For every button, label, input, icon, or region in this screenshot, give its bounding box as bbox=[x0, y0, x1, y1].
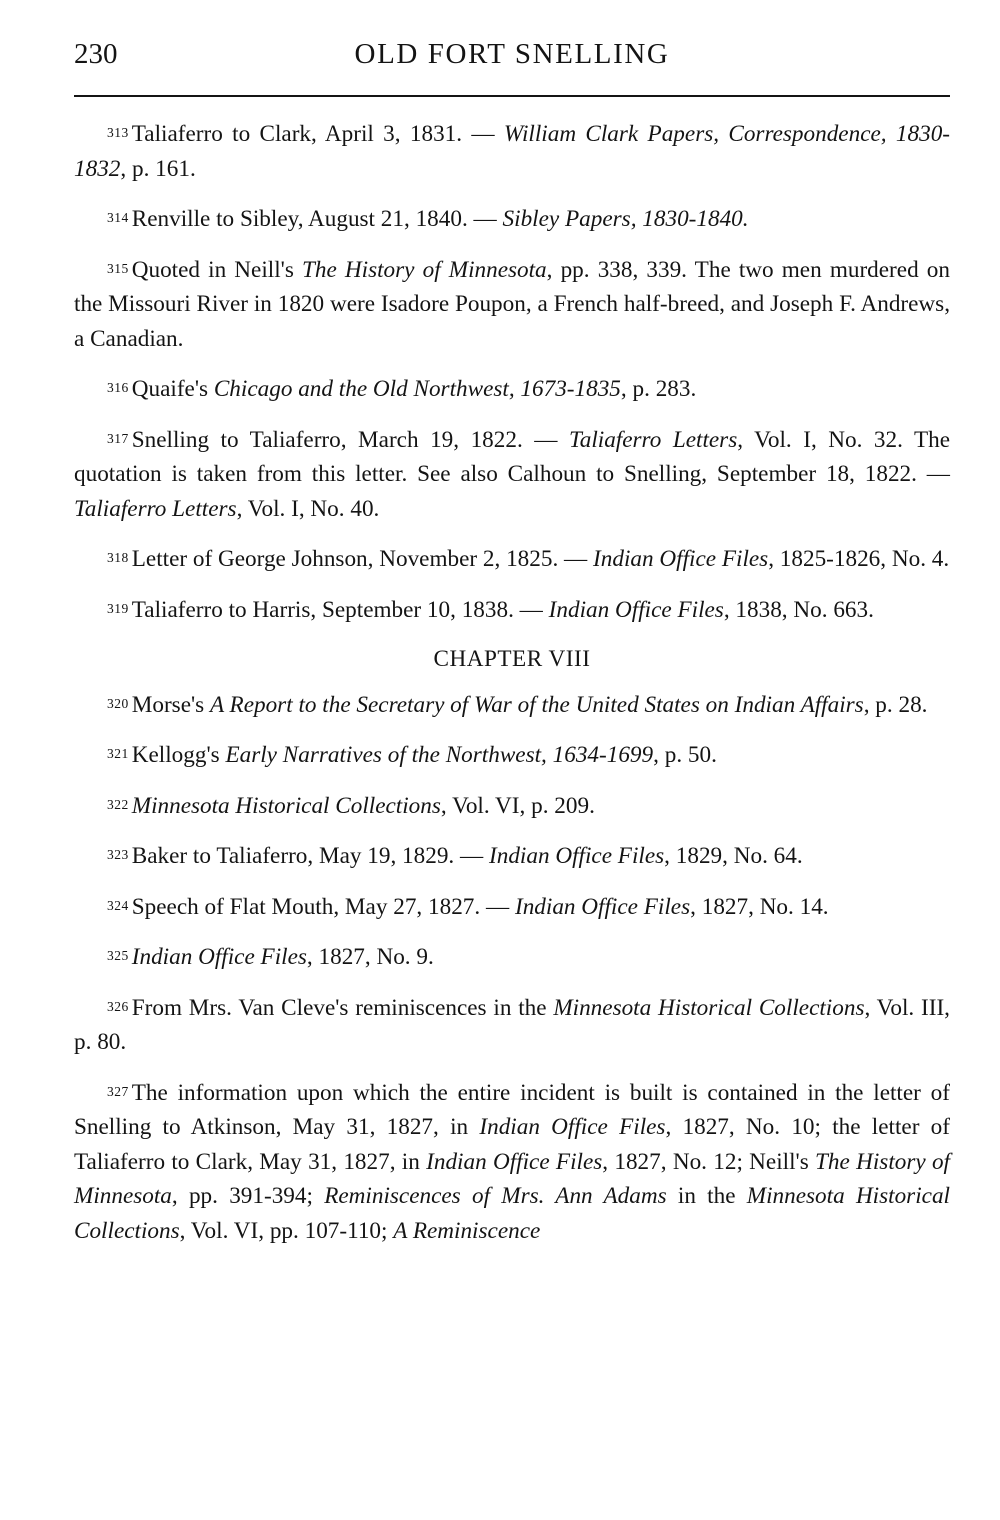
footnote-number: 319 bbox=[107, 600, 129, 616]
footnote-text: in the bbox=[666, 1183, 747, 1209]
footnote-title-italic: William Clark Papers, Correspondence, 1830-1832 bbox=[74, 121, 951, 182]
footnote-title-italic: The History of Minnesota bbox=[302, 256, 547, 283]
footnote-number: 315 bbox=[107, 260, 129, 276]
footnote-number: 327 bbox=[107, 1083, 129, 1099]
footnote-text: , 1827, No. 9. bbox=[306, 944, 434, 970]
footnote-number: 325 bbox=[107, 948, 129, 963]
footnote-number: 313 bbox=[107, 125, 129, 140]
footnote-327 bbox=[74, 1075, 950, 1249]
footnote-title-italic: Indian Office Files bbox=[426, 1148, 603, 1175]
footnote-325 bbox=[74, 939, 950, 975]
footnote-number: 317 bbox=[107, 430, 129, 446]
footnote-title-italic: Indian Office Files bbox=[131, 944, 307, 970]
footnote-316 bbox=[74, 371, 950, 407]
footnote-text: Quoted in Neill's bbox=[131, 256, 302, 283]
footnote-text: , p. 28. bbox=[863, 691, 928, 718]
footnote-text: , Vol. I, No. 32. The quotation is taken from this letter. See also Calhoun to Snelling, September 18, 1822. — bbox=[74, 426, 951, 487]
footnote-324 bbox=[74, 889, 950, 925]
footnote-title-italic: Early Narratives of the Northwest, 1634-1699 bbox=[225, 742, 654, 768]
footnote-text: Snelling to Taliaferro, March 19, 1822. — bbox=[131, 426, 569, 453]
footnote-322 bbox=[74, 788, 950, 824]
footnote-text: , Vol. VI, p. 209. bbox=[440, 792, 595, 819]
header-rule bbox=[74, 95, 950, 97]
footnote-text: The information upon which the entire incident is built is contained in the letter of Snelling to Atkinson, May 31, 1827, in bbox=[74, 1079, 950, 1140]
footnote-text: Taliaferro to Harris, September 10, 1838. — bbox=[131, 596, 549, 623]
footnote-number: 326 bbox=[107, 998, 129, 1014]
footnote-text: , pp. 338, 339. The two men murdered on the Missouri River in 1820 were Isadore Poupon, a French half-breed, and Joseph F. Andrews, a Canadian. bbox=[74, 256, 950, 352]
footnote-title-italic: Indian Office Files bbox=[548, 596, 724, 623]
footnote-number: 321 bbox=[107, 746, 129, 761]
footnote-text: , pp. 391-394; bbox=[171, 1183, 325, 1209]
footnote-text: Renville to Sibley, August 21, 1840. — bbox=[131, 206, 503, 232]
footnote-326 bbox=[74, 990, 950, 1060]
footnote-text: Taliaferro to Clark, April 3, 1831. — bbox=[131, 121, 504, 147]
footnote-number: 320 bbox=[107, 695, 129, 711]
footnote-text: Letter of George Johnson, November 2, 1825. — bbox=[131, 546, 594, 572]
footnote-text: , p. 50. bbox=[653, 742, 717, 768]
footnote-323 bbox=[74, 838, 950, 874]
footnote-text: , Vol. I, No. 40. bbox=[236, 495, 380, 522]
footnote-number: 324 bbox=[107, 897, 129, 913]
footnote-321 bbox=[74, 737, 950, 773]
footnote-title-italic: Indian Office Files bbox=[479, 1114, 666, 1140]
footnote-313 bbox=[74, 116, 950, 186]
footnotes-group-before-chapter bbox=[74, 116, 950, 627]
running-title: OLD FORT SNELLING bbox=[354, 38, 670, 70]
footnote-315 bbox=[74, 252, 950, 357]
footnote-title-italic: Reminiscences of Mrs. Ann Adams bbox=[324, 1183, 667, 1209]
footnote-title-italic: Indian Office Files bbox=[593, 546, 769, 572]
footnote-text: , 1827, No. 14. bbox=[690, 893, 829, 920]
footnote-title-italic: Minnesota Historical Collections bbox=[74, 1183, 950, 1244]
footnote-319 bbox=[74, 592, 950, 628]
footnote-text: , 1829, No. 64. bbox=[664, 843, 803, 869]
footnote-title-italic: The History of Minnesota bbox=[74, 1148, 950, 1209]
footnote-318 bbox=[74, 541, 950, 577]
footnote-text: Baker to Taliaferro, May 19, 1829. — bbox=[131, 843, 490, 869]
footnote-320 bbox=[74, 687, 950, 723]
footnote-number: 316 bbox=[107, 380, 129, 395]
footnote-title-italic: Indian Office Files bbox=[514, 893, 691, 920]
footnote-title-italic: Chicago and the Old Northwest, 1673-1835 bbox=[213, 376, 621, 402]
footnote-314 bbox=[74, 201, 950, 237]
page-header bbox=[74, 38, 950, 90]
footnote-number: 318 bbox=[107, 550, 129, 565]
footnote-text: Kellogg's bbox=[131, 742, 226, 768]
footnote-number: 314 bbox=[107, 210, 129, 225]
footnote-title-italic: Minnesota Historical Collections bbox=[553, 994, 865, 1021]
footnote-text: Morse's bbox=[131, 691, 210, 718]
footnote-text: , 1827, No. 12; Neill's bbox=[602, 1148, 816, 1175]
footnote-317 bbox=[74, 422, 950, 527]
footnote-title-italic: Minnesota Historical Collections bbox=[131, 792, 441, 819]
footnote-number: 323 bbox=[107, 847, 129, 862]
footnote-text: , p. 283. bbox=[620, 376, 697, 402]
footnote-text: Quaife's bbox=[131, 376, 214, 402]
footnotes-group-after-chapter bbox=[74, 687, 950, 1249]
footnote-text: , 1825-1826, No. 4. bbox=[768, 546, 950, 572]
footnotes bbox=[74, 116, 950, 1263]
footnote-title-italic: A Reminiscence bbox=[393, 1217, 541, 1244]
footnote-title-italic: Taliaferro Letters bbox=[74, 495, 237, 522]
page-number: 230 bbox=[74, 38, 118, 70]
footnote-text: From Mrs. Van Cleve's reminiscences in the bbox=[131, 994, 554, 1021]
footnote-title-italic: Indian Office Files bbox=[489, 843, 665, 869]
footnote-text: Speech of Flat Mouth, May 27, 1827. — bbox=[131, 893, 515, 920]
footnote-text: , p. 161. bbox=[120, 155, 196, 182]
footnote-title-italic: Taliaferro Letters bbox=[568, 426, 738, 453]
footnote-number: 322 bbox=[107, 796, 129, 812]
footnote-title-italic: Sibley Papers, 1830-1840. bbox=[502, 206, 749, 232]
footnote-text: , 1827, No. 10; the letter of Taliaferro to Clark, May 31, 1827, in bbox=[74, 1114, 950, 1175]
footnote-text: , Vol. VI, pp. 107-110; bbox=[179, 1217, 394, 1244]
footnote-title-italic: A Report to the Secretary of War of the United States on Indian Affairs bbox=[210, 691, 864, 718]
chapter-heading: CHAPTER VIII bbox=[433, 646, 591, 672]
footnote-text: , Vol. III, p. 80. bbox=[74, 994, 950, 1055]
footnote-text: , 1838, No. 663. bbox=[723, 596, 874, 623]
